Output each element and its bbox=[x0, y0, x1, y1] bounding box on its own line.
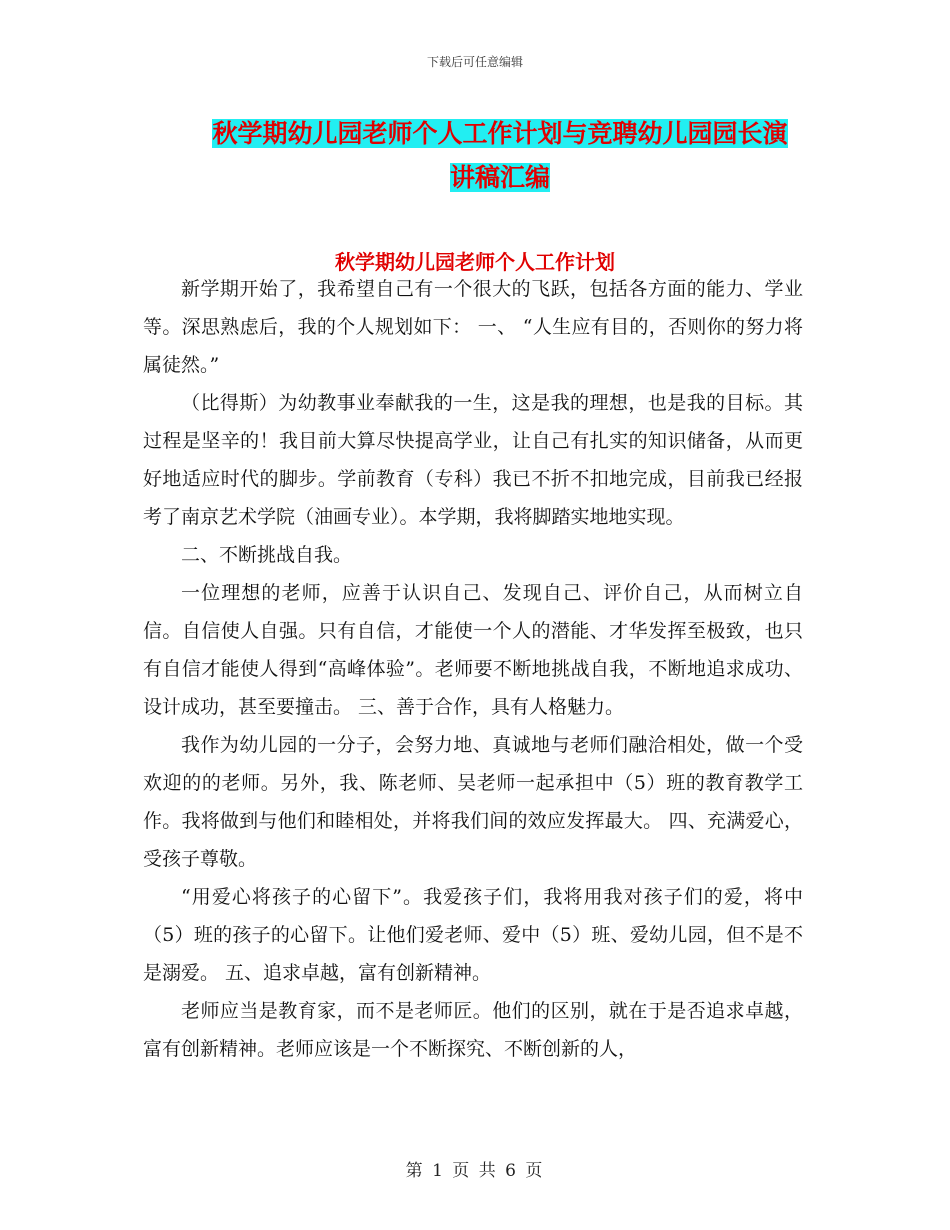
document-title-line-2: 讲稿汇编 bbox=[449, 163, 550, 192]
section-title: 秋学期幼儿园老师个人工作计划 bbox=[335, 250, 615, 274]
page-number-footer: 第 1 页 共 6 页 bbox=[405, 1161, 545, 1181]
paragraph: “用爱心将孩子的心留下”。我爱孩子们，我将用我对孩子们的爱，将中（5）班的孩子的心留下。让他们爱老师、爱中（5）班、爱幼儿园，但不是不是溺爱。 五、追求卓越，富有创新精神。 bbox=[143, 886, 803, 984]
header-note: 下载后可任意编辑 bbox=[426, 55, 523, 69]
document-body bbox=[143, 270, 803, 1068]
paragraph: 一位理想的老师，应善于认识自己、发现自己、评价自己，从而树立自信。自信使人自强。只有自信，才能使一个人的潜能、才华发挥至极致，也只有自信才能使人得到“高峰体验”。老师要不断地挑战自我，不断地追求成功、设计成功，甚至要撞击。 三、善于合作，具有人格魅力。 bbox=[143, 582, 803, 718]
paragraph: 新学期开始了，我希望自己有一个很大的飞跃，包括各方面的能力、学业等。深思熟虑后，我的个人规划如下： 一、 “人生应有目的，否则你的努力将属徒然。” bbox=[143, 278, 803, 376]
paragraph: 老师应当是教育家，而不是老师匠。他们的区别，就在于是否追求卓越，富有创新精神。老师应该是一个不断探究、不断创新的人， bbox=[143, 1000, 803, 1060]
paragraph: 我作为幼儿园的一分子，会努力地、真诚地与老师们融洽相处，做一个受欢迎的的老师。另外，我、陈老师、吴老师一起承担中（5）班的教育教学工作。我将做到与他们和睦相处，并将我们间的效应发挥最大。 四、充满爱心，受孩子尊敬。 bbox=[143, 734, 803, 870]
document-title-line-1: 秋学期幼儿园老师个人工作计划与竞聘幼儿园园长演 bbox=[212, 119, 788, 148]
document-title bbox=[190, 112, 810, 200]
paragraph: 二、不断挑战自我。 bbox=[181, 544, 353, 566]
paragraph: （比得斯）为幼教事业奉献我的一生，这是我的理想，也是我的目标。其过程是坚辛的！我目前大算尽快提高学业，让自己有扎实的知识储备，从而更好地适应时代的脚步。学前教育（专科）我已不折不扣地完成，目前我已经报考了南京艺术学院（油画专业）。本学期，我将脚踏实地地实现。 bbox=[143, 392, 803, 528]
